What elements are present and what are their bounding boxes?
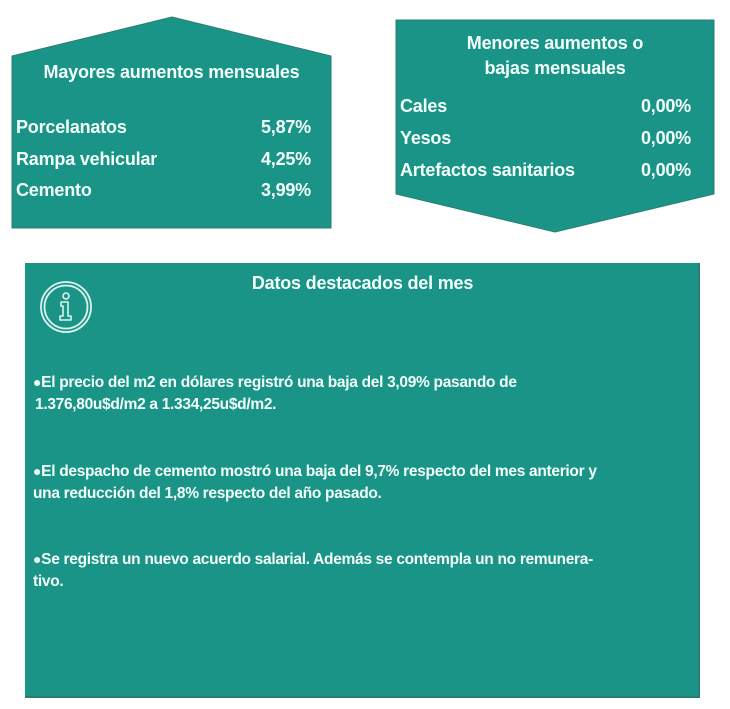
left-row (16, 149, 311, 170)
row-label: Cales (400, 96, 448, 116)
bullet-icon: ● (33, 551, 42, 567)
right-panel-title (396, 31, 714, 81)
left-row (16, 117, 311, 138)
row-label: Rampa vehicular (16, 149, 158, 169)
row-value: 4,25% (260, 149, 311, 169)
row-value: 3,99% (260, 180, 311, 200)
right-row (400, 160, 691, 181)
highlight-line: 1.376,80u$d/m2 a 1.334,25u$d/m2. (35, 396, 277, 413)
highlight-line: una reducción del 1,8% respecto del año pasado. (33, 485, 382, 502)
highlight-line: El despacho de cemento mostró una baja del 9,7% respecto del mes anterior y (41, 463, 597, 480)
bullet-icon: ● (33, 463, 42, 479)
row-value: 0,00% (640, 128, 691, 148)
right-row (400, 128, 691, 149)
row-label: Artefactos sanitarios (400, 160, 575, 180)
highlight-item (33, 548, 698, 593)
row-value: 0,00% (640, 96, 691, 116)
row-value: 0,00% (640, 160, 691, 180)
highlight-item (33, 460, 698, 505)
highlight-line: El precio del m2 en dólares registró una baja del 3,09% pasando de (41, 374, 517, 391)
highlight-item (33, 371, 698, 416)
highlights-title: Datos destacados del mes (251, 273, 474, 293)
bullet-icon: ● (33, 374, 42, 390)
row-label: Porcelanatos (16, 117, 127, 137)
highlights-panel (25, 263, 700, 698)
left-row (16, 180, 311, 201)
left-panel-title: Mayores aumentos mensuales (43, 62, 300, 82)
right-row (400, 96, 691, 117)
highlight-line: tivo. (33, 573, 64, 590)
right-panel-title-line2: bajas mensuales (484, 58, 626, 78)
row-label: Cemento (16, 180, 92, 200)
highlight-line: Se registra un nuevo acuerdo salarial. Además se contempla un no remunera- (41, 551, 593, 568)
row-label: Yesos (400, 128, 452, 148)
row-value: 5,87% (260, 117, 311, 137)
right-panel-title-line1: Menores aumentos o (466, 33, 644, 53)
